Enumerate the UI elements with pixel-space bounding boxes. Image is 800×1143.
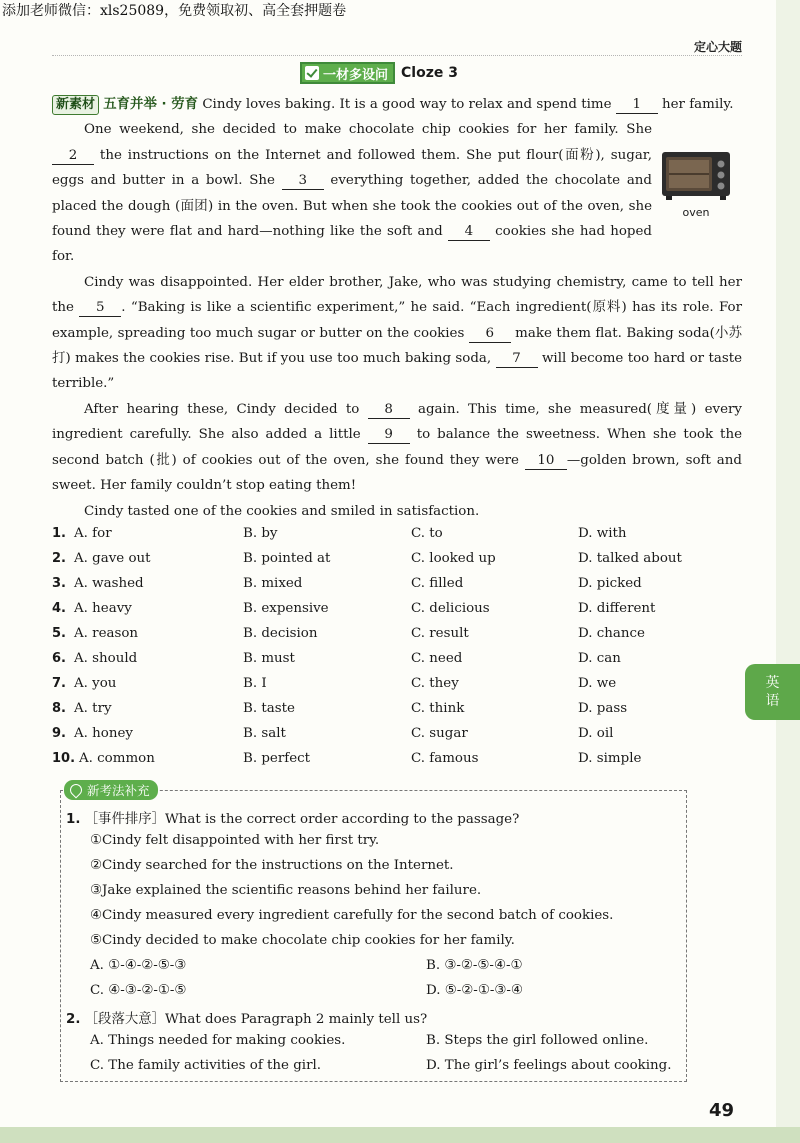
option-row-7: 7. A. you B. I C. they D. we xyxy=(52,676,617,691)
option-d: D. pass xyxy=(578,701,628,716)
option-d: D. simple xyxy=(578,751,642,766)
option-row-1: 1. A. for B. by C. to D. with xyxy=(52,526,627,541)
option-b: B. Steps the girl followed online. xyxy=(426,1033,649,1048)
question-tag: ［事件排序］ xyxy=(84,812,166,827)
question-tag: ［段落大意］ xyxy=(84,1012,166,1027)
blank-7: 7 xyxy=(496,351,538,368)
option-b: B. mixed xyxy=(243,576,303,591)
header-divider xyxy=(52,55,742,56)
option-c: C. delicious xyxy=(411,601,490,616)
page-edge xyxy=(776,0,800,1143)
check-icon xyxy=(305,66,319,80)
paragraph-2: One weekend, she decided to make chocolate chip cookies for her family. She 2 the instructions on the Internet and followed them. She put flour(面粉), sugar, eggs and butter in a bowl. She 3 everything together, added the chocolate and placed the dough (面团) in the oven. But when she took the cookies out of the oven, she found they were flat and hard—nothing like the soft and 4 cookies she had hoped for. xyxy=(52,122,652,265)
option-a: A. washed xyxy=(74,576,144,591)
oven-caption: oven xyxy=(682,206,710,219)
blank-10: 10 xyxy=(525,453,567,470)
option-c: C. need xyxy=(411,651,463,666)
event-item: ①Cindy felt disappointed with her first try. xyxy=(90,833,380,848)
theme-label: 五育并举 · 劳育 xyxy=(103,97,199,112)
option-b: B. ③-②-⑤-④-① xyxy=(426,958,523,973)
option-a: A. honey xyxy=(74,726,133,741)
option-row-6: 6. A. should B. must C. need D. can xyxy=(52,651,621,666)
option-row-9: 9. A. honey B. salt C. sugar D. oil xyxy=(52,726,614,741)
option-a: A. Things needed for making cookies. xyxy=(90,1033,346,1048)
option-d: D. different xyxy=(578,601,656,616)
section-label: 定心大题 xyxy=(693,40,742,54)
blank-6: 6 xyxy=(469,326,511,343)
option-b: B. decision xyxy=(243,626,318,641)
option-c: C. think xyxy=(411,701,465,716)
watermark-text: 添加老师微信：xls25089，免费领取初、高全套押题卷 xyxy=(2,3,347,19)
option-row-2: 2. A. gave out B. pointed at C. looked up D. talked about xyxy=(52,551,682,566)
cloze-passage xyxy=(52,92,742,524)
option-row-8: 8. A. try B. taste C. think D. pass xyxy=(52,701,628,716)
option-c: C. to xyxy=(411,526,443,541)
oven-illustration xyxy=(660,150,736,230)
option-c: C. sugar xyxy=(411,726,468,741)
event-item: ⑤Cindy decided to make chocolate chip cookies for her family. xyxy=(90,933,515,948)
option-b: B. expensive xyxy=(243,601,329,616)
extra-questions-title: 新考法补充 xyxy=(64,780,158,800)
oven-icon xyxy=(660,150,732,202)
option-a: A. common xyxy=(79,751,155,766)
option-d: D. can xyxy=(578,651,621,666)
event-item: ②Cindy searched for the instructions on the Internet. xyxy=(90,858,454,873)
option-d: D. oil xyxy=(578,726,614,741)
option-b: B. must xyxy=(243,651,295,666)
question-1: 1. ［事件排序］What is the correct order according to the passage? xyxy=(66,812,520,827)
event-item: ④Cindy measured every ingredient carefully for the second batch of cookies. xyxy=(90,908,614,923)
event-item: ③Jake explained the scientific reasons behind her failure. xyxy=(90,883,482,898)
option-row-5: 5. A. reason B. decision C. result D. chance xyxy=(52,626,645,641)
option-c: C. they xyxy=(411,676,459,691)
option-d: D. talked about xyxy=(578,551,682,566)
option-b: B. taste xyxy=(243,701,295,716)
blank-1: 1 xyxy=(616,97,658,114)
title-bar xyxy=(300,62,458,84)
option-d: D. we xyxy=(578,676,617,691)
option-row-3: 3. A. washed B. mixed C. filled D. picked xyxy=(52,576,642,591)
location-pin-icon xyxy=(68,782,85,799)
option-a: A. gave out xyxy=(74,551,151,566)
page-number: 49 xyxy=(709,1100,735,1121)
question-2: 2. ［段落大意］What does Paragraph 2 mainly tell us? xyxy=(66,1012,428,1027)
option-a: A. should xyxy=(74,651,138,666)
option-b: B. salt xyxy=(243,726,286,741)
paragraph-3: Cindy was disappointed. Her elder brother, Jake, who was studying chemistry, came to tell her the 5 . “Baking is like a scientific experiment,” he said. “Each ingredient(原料) has its role. For example, spreading too much sugar or butter on the cookies 6 make them flat. Baking soda(小苏打) makes the cookies rise. But if you use too much baking soda, 7 will become too hard or taste terrible.” xyxy=(52,274,743,392)
option-c: C. filled xyxy=(411,576,464,591)
paragraph-1: 新素材 五育并举 · 劳育 Cindy loves baking. It is a good way to relax and spend time 1 her family. xyxy=(52,92,742,117)
blank-5: 5 xyxy=(79,300,121,317)
blank-4: 4 xyxy=(448,224,490,241)
option-b: B. by xyxy=(243,526,278,541)
blank-2: 2 xyxy=(52,148,94,165)
option-a: A. you xyxy=(74,676,117,691)
option-a: A. try xyxy=(74,701,112,716)
material-tag: 新素材 xyxy=(52,95,99,115)
option-c: C. famous xyxy=(411,751,479,766)
option-d: D. The girl’s feelings about cooking. xyxy=(426,1058,672,1073)
option-a: A. reason xyxy=(74,626,139,641)
option-c: C. ④-③-②-①-⑤ xyxy=(90,983,187,998)
option-c: C. result xyxy=(411,626,469,641)
page-title: Cloze 3 xyxy=(401,65,458,81)
option-a: A. for xyxy=(74,526,112,541)
title-badge xyxy=(300,62,395,84)
option-d: D. ⑤-②-①-③-④ xyxy=(426,983,523,998)
option-a: A. heavy xyxy=(74,601,132,616)
paragraph-4: After hearing these, Cindy decided to 8 again. This time, she measured(度量) every ingredient carefully. She also added a little 9 to balance the sweetness. When she took the second batch (批) of cookies out of the oven, she found they were 10 —golden brown, soft and sweet. Her family couldn’t stop eating them! xyxy=(52,401,742,494)
option-b: B. pointed at xyxy=(243,551,331,566)
blank-9: 9 xyxy=(368,427,410,444)
blank-3: 3 xyxy=(282,173,324,190)
option-a: A. ①-④-②-⑤-③ xyxy=(90,958,187,973)
blank-8: 8 xyxy=(368,402,410,419)
paragraph-5: Cindy tasted one of the cookies and smiled in satisfaction. xyxy=(84,503,480,519)
option-d: D. with xyxy=(578,526,627,541)
subject-tab: 英 语 xyxy=(745,664,800,720)
option-d: D. chance xyxy=(578,626,645,641)
option-d: D. picked xyxy=(578,576,642,591)
option-b: B. I xyxy=(243,676,267,691)
option-row-10: 10. A. common B. perfect C. famous D. simple xyxy=(52,751,642,766)
badge-label: 一材多设问 xyxy=(323,67,389,83)
option-c: C. looked up xyxy=(411,551,496,566)
option-b: B. perfect xyxy=(243,751,311,766)
option-c: C. The family activities of the girl. xyxy=(90,1058,322,1073)
option-row-4: 4. A. heavy B. expensive C. delicious D. different xyxy=(52,601,656,616)
bottom-band xyxy=(0,1127,800,1143)
